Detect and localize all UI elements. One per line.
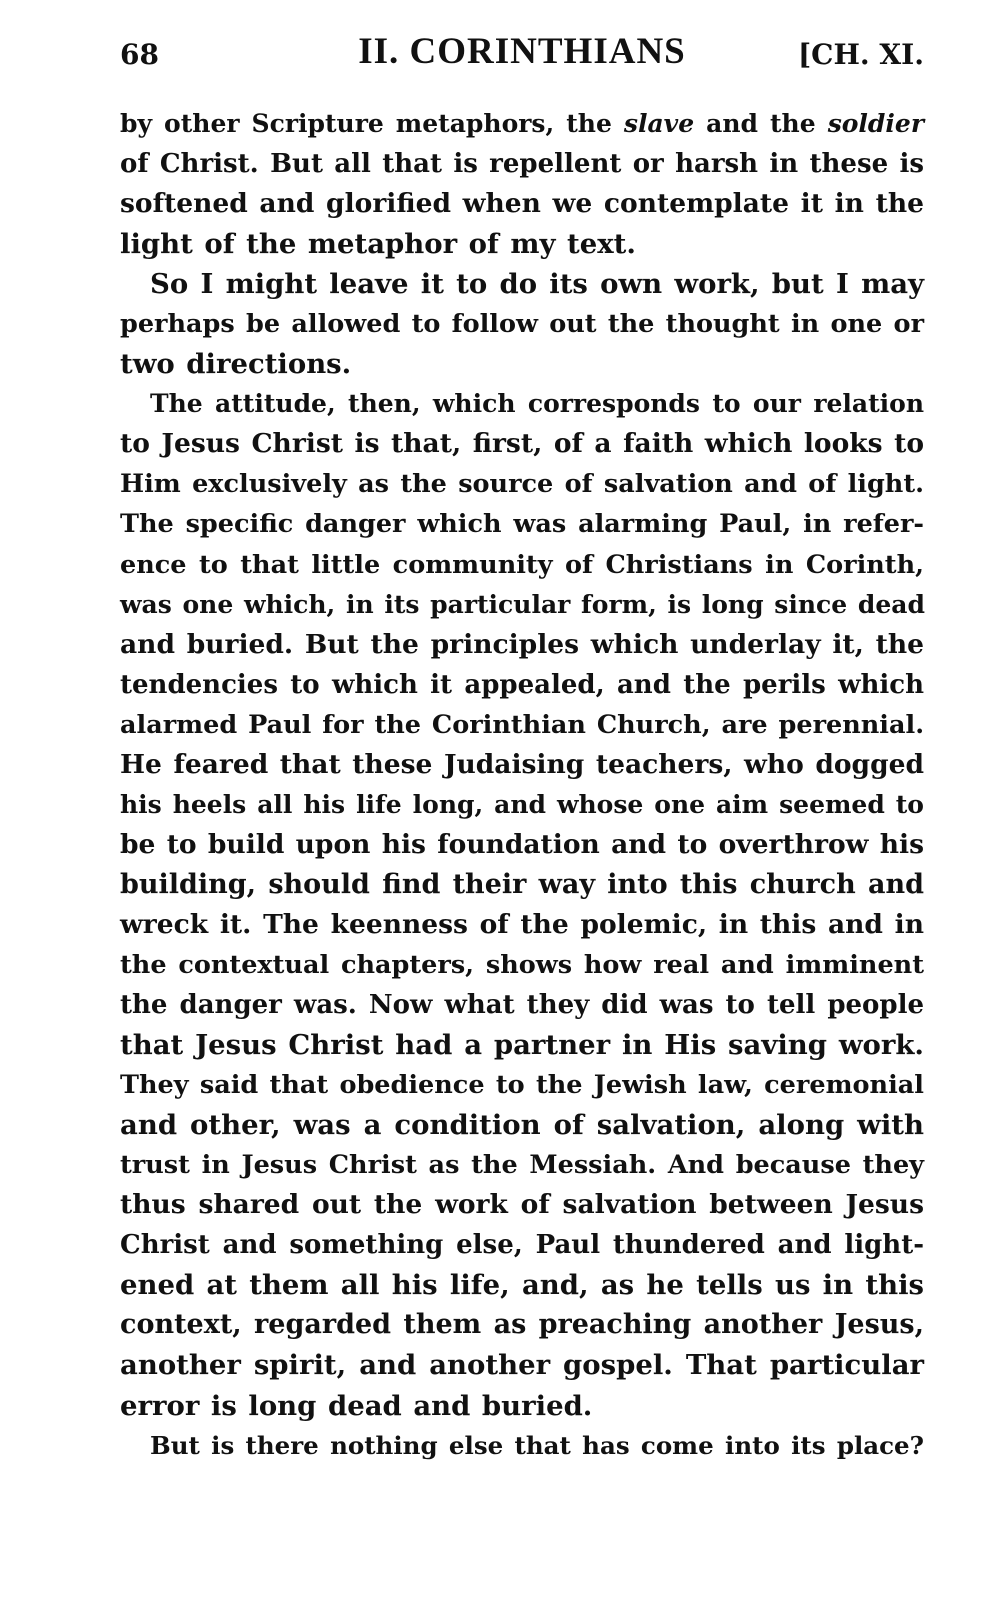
- text-line: softened and glorified when we contemplate it in the: [120, 188, 924, 220]
- text-line: and buried. But the principles which underlay it, the: [120, 628, 924, 660]
- text-line: He feared that these Judaising teachers, who dogged: [120, 748, 924, 780]
- text-line: Him exclusively as the source of salvation and of light.: [120, 469, 924, 500]
- paragraph-first-line: But is there nothing else that has come into its place?: [150, 1430, 924, 1460]
- text-line: be to build upon his foundation and to overthrow his: [120, 828, 924, 860]
- text-line: and other, was a condition of salvation, along with: [120, 1109, 924, 1142]
- text-line: of Christ. But all that is repellent or harsh in these is: [120, 149, 924, 180]
- text-line: two directions.: [120, 348, 352, 381]
- text-run: by other Scripture metaphors, the: [120, 109, 624, 138]
- chapter-reference: [CH. XI.: [797, 38, 924, 71]
- text-line: building, should find their way into this church and: [120, 868, 924, 900]
- text-line: thus shared out the work of salvation between Jesus: [120, 1189, 924, 1221]
- text-line: ened at them all his life, and, as he tells us in this: [120, 1269, 924, 1302]
- text-line: error is long dead and buried.: [120, 1389, 593, 1422]
- paragraph-first-line: The attitude, then, which corresponds to our relation: [150, 389, 924, 419]
- paragraph-first-line: So I might leave it to do its own work, but I may: [150, 268, 924, 301]
- text-line: alarmed Paul for the Corinthian Church, are perennial.: [120, 709, 925, 740]
- text-line: another spirit, and another gospel. That particular: [120, 1349, 924, 1382]
- text-line: wreck it. The keenness of the polemic, in this and in: [120, 908, 924, 940]
- text-line: the contextual chapters, shows how real and imminent: [120, 949, 924, 980]
- text-line: Christ and something else, Paul thundered and light-: [120, 1230, 924, 1261]
- running-head: [120, 30, 924, 80]
- italic-word-slave: slave: [623, 109, 695, 138]
- text-line: the danger was. Now what they did was to tell people: [120, 990, 924, 1021]
- text-line: [120, 104, 924, 144]
- text-line: ence to that little community of Christians in Corinth,: [120, 549, 924, 580]
- text-line: trust in Jesus Christ as the Messiah. And because they: [120, 1150, 924, 1181]
- text-run: and the: [694, 109, 828, 138]
- body-text: [120, 104, 924, 1466]
- running-title: II. CORINTHIANS: [358, 31, 686, 72]
- text-line: context, regarded them as preaching another Jesus,: [120, 1309, 924, 1341]
- text-line: was one which, in its particular form, is long since dead: [120, 589, 925, 619]
- italic-word-soldier: soldier: [827, 109, 924, 138]
- text-line: his heels all his life long, and whose one aim seemed to: [120, 789, 924, 819]
- text-line: light of the metaphor of my text.: [120, 228, 636, 261]
- text-line: to Jesus Christ is that, first, of a faith which looks to: [120, 428, 924, 460]
- text-line: perhaps be allowed to follow out the thought in one or: [120, 309, 924, 340]
- text-line: The specific danger which was alarming Paul, in refer-: [120, 509, 924, 540]
- text-line: that Jesus Christ had a partner in His saving work.: [120, 1029, 924, 1062]
- page-number: 68: [120, 38, 159, 71]
- text-line: tendencies to which it appealed, and the perils which: [120, 669, 924, 700]
- text-line: They said that obedience to the Jewish law, ceremonial: [120, 1070, 924, 1101]
